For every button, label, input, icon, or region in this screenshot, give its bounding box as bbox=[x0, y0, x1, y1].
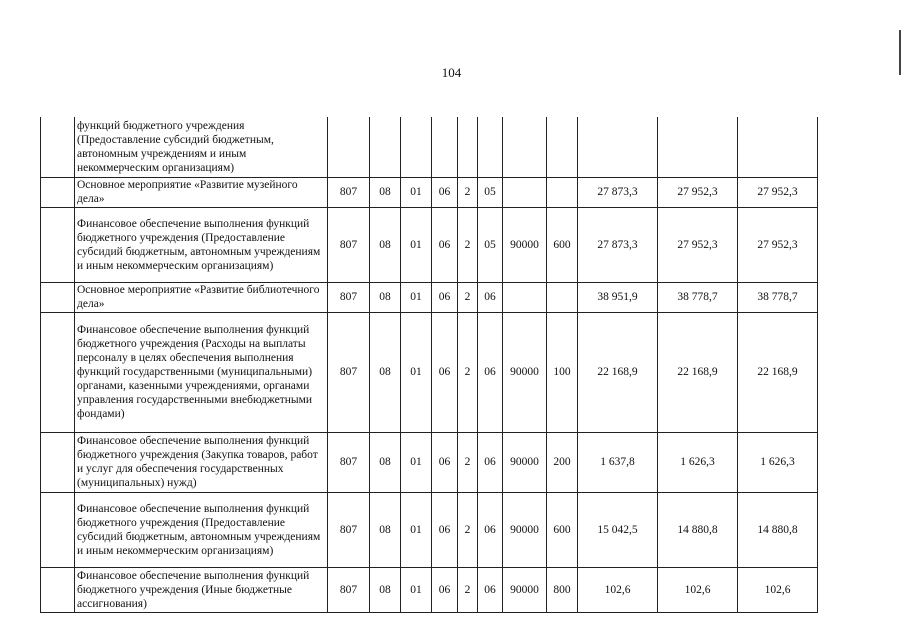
amount-year-3-cell: 102,6 bbox=[738, 567, 818, 612]
amount-year-1-cell: 1 637,8 bbox=[578, 432, 658, 492]
event-code-cell: 06 bbox=[478, 282, 503, 312]
subprogram-code-cell: 2 bbox=[458, 492, 478, 567]
expense-type-code-cell bbox=[547, 282, 578, 312]
ministry-code-cell: 807 bbox=[328, 492, 370, 567]
description-cell: Основное мероприятие «Развитие музейного дела» bbox=[75, 177, 328, 207]
subprogram-code-cell: 2 bbox=[458, 432, 478, 492]
event-code-cell bbox=[478, 117, 503, 177]
subprogram-code-cell: 2 bbox=[458, 282, 478, 312]
direction-code-cell bbox=[503, 177, 547, 207]
amount-year-2-cell: 22 168,9 bbox=[658, 312, 738, 432]
amount-year-3-cell: 27 952,3 bbox=[738, 207, 818, 282]
expense-type-code-cell: 600 bbox=[547, 207, 578, 282]
table-row bbox=[41, 312, 818, 432]
amount-year-1-cell: 15 042,5 bbox=[578, 492, 658, 567]
page-number: 104 bbox=[441, 65, 462, 80]
subprogram-code-cell: 2 bbox=[458, 567, 478, 612]
amount-year-1-cell: 27 873,3 bbox=[578, 177, 658, 207]
program-code-cell: 06 bbox=[432, 567, 458, 612]
expense-type-code-cell bbox=[547, 177, 578, 207]
table-row bbox=[41, 567, 818, 612]
subprogram-code-cell bbox=[458, 117, 478, 177]
section-code-cell: 08 bbox=[370, 567, 401, 612]
subsection-code-cell: 01 bbox=[401, 282, 432, 312]
amount-year-1-cell: 102,6 bbox=[578, 567, 658, 612]
section-code-cell: 08 bbox=[370, 177, 401, 207]
amount-year-1-cell bbox=[578, 117, 658, 177]
budget-table bbox=[40, 117, 818, 613]
ministry-code-cell: 807 bbox=[328, 312, 370, 432]
amount-year-3-cell: 38 778,7 bbox=[738, 282, 818, 312]
amount-year-2-cell: 27 952,3 bbox=[658, 207, 738, 282]
row-number-cell bbox=[41, 177, 75, 207]
description-cell: Финансовое обеспечение выполнения функций бюджетного учреждения (Расходы на выплаты персоналу в целях обеспечения выполнения функций государственными (муниципальными) органами, казенными учреждениями, органами управления государственными внебюджетными фондами) bbox=[75, 312, 328, 432]
ministry-code-cell: 807 bbox=[328, 282, 370, 312]
event-code-cell: 06 bbox=[478, 567, 503, 612]
amount-year-2-cell bbox=[658, 117, 738, 177]
amount-year-3-cell bbox=[738, 117, 818, 177]
table-row bbox=[41, 117, 818, 177]
amount-year-1-cell: 38 951,9 bbox=[578, 282, 658, 312]
event-code-cell: 06 bbox=[478, 312, 503, 432]
direction-code-cell: 90000 bbox=[503, 432, 547, 492]
ministry-code-cell: 807 bbox=[328, 567, 370, 612]
direction-code-cell bbox=[503, 117, 547, 177]
description-cell: Финансовое обеспечение выполнения функций бюджетного учреждения (Предоставление субсидий бюджетным, автономным учреждениям и иным некоммерческим организациям) bbox=[75, 492, 328, 567]
amount-year-2-cell: 14 880,8 bbox=[658, 492, 738, 567]
amount-year-3-cell: 22 168,9 bbox=[738, 312, 818, 432]
amount-year-1-cell: 27 873,3 bbox=[578, 207, 658, 282]
direction-code-cell: 90000 bbox=[503, 312, 547, 432]
program-code-cell: 06 bbox=[432, 312, 458, 432]
row-number-cell bbox=[41, 567, 75, 612]
table-row bbox=[41, 207, 818, 282]
amount-year-2-cell: 1 626,3 bbox=[658, 432, 738, 492]
expense-type-code-cell: 800 bbox=[547, 567, 578, 612]
direction-code-cell bbox=[503, 282, 547, 312]
row-number-cell bbox=[41, 432, 75, 492]
program-code-cell: 06 bbox=[432, 492, 458, 567]
subprogram-code-cell: 2 bbox=[458, 312, 478, 432]
table-row bbox=[41, 432, 818, 492]
direction-code-cell: 90000 bbox=[503, 567, 547, 612]
scan-edge-mark bbox=[899, 30, 901, 75]
direction-code-cell: 90000 bbox=[503, 492, 547, 567]
amount-year-3-cell: 14 880,8 bbox=[738, 492, 818, 567]
program-code-cell bbox=[432, 117, 458, 177]
program-code-cell: 06 bbox=[432, 207, 458, 282]
program-code-cell: 06 bbox=[432, 432, 458, 492]
row-number-cell bbox=[41, 282, 75, 312]
subsection-code-cell: 01 bbox=[401, 312, 432, 432]
amount-year-2-cell: 38 778,7 bbox=[658, 282, 738, 312]
section-code-cell: 08 bbox=[370, 207, 401, 282]
table-row bbox=[41, 177, 818, 207]
section-code-cell: 08 bbox=[370, 312, 401, 432]
amount-year-3-cell: 1 626,3 bbox=[738, 432, 818, 492]
event-code-cell: 05 bbox=[478, 207, 503, 282]
event-code-cell: 06 bbox=[478, 492, 503, 567]
subsection-code-cell: 01 bbox=[401, 207, 432, 282]
row-number-cell bbox=[41, 312, 75, 432]
expense-type-code-cell bbox=[547, 117, 578, 177]
description-cell: Основное мероприятие «Развитие библиотечного дела» bbox=[75, 282, 328, 312]
subprogram-code-cell: 2 bbox=[458, 177, 478, 207]
description-cell: Финансовое обеспечение выполнения функций бюджетного учреждения (Предоставление субсидий бюджетным, автономным учреждениям и иным некоммерческим организациям) bbox=[75, 207, 328, 282]
ministry-code-cell: 807 bbox=[328, 207, 370, 282]
subsection-code-cell: 01 bbox=[401, 432, 432, 492]
description-cell: функций бюджетного учреждения (Предоставление субсидий бюджетным, автономным учреждениям и иным некоммерческим организациям) bbox=[75, 117, 328, 177]
table-row bbox=[41, 282, 818, 312]
row-number-cell bbox=[41, 207, 75, 282]
description-cell: Финансовое обеспечение выполнения функций бюджетного учреждения (Закупка товаров, работ и услуг для обеспечения государственных (муниципальных) нужд) bbox=[75, 432, 328, 492]
amount-year-2-cell: 102,6 bbox=[658, 567, 738, 612]
table-body bbox=[41, 117, 818, 612]
expense-type-code-cell: 200 bbox=[547, 432, 578, 492]
subprogram-code-cell: 2 bbox=[458, 207, 478, 282]
subsection-code-cell: 01 bbox=[401, 177, 432, 207]
program-code-cell: 06 bbox=[432, 177, 458, 207]
event-code-cell: 05 bbox=[478, 177, 503, 207]
program-code-cell: 06 bbox=[432, 282, 458, 312]
event-code-cell: 06 bbox=[478, 432, 503, 492]
section-code-cell: 08 bbox=[370, 492, 401, 567]
amount-year-2-cell: 27 952,3 bbox=[658, 177, 738, 207]
description-cell: Финансовое обеспечение выполнения функций бюджетного учреждения (Иные бюджетные ассигнования) bbox=[75, 567, 328, 612]
section-code-cell: 08 bbox=[370, 432, 401, 492]
row-number-cell bbox=[41, 492, 75, 567]
expense-type-code-cell: 600 bbox=[547, 492, 578, 567]
subsection-code-cell bbox=[401, 117, 432, 177]
subsection-code-cell: 01 bbox=[401, 492, 432, 567]
amount-year-3-cell: 27 952,3 bbox=[738, 177, 818, 207]
ministry-code-cell: 807 bbox=[328, 177, 370, 207]
ministry-code-cell bbox=[328, 117, 370, 177]
table-row bbox=[41, 492, 818, 567]
amount-year-1-cell: 22 168,9 bbox=[578, 312, 658, 432]
section-code-cell: 08 bbox=[370, 282, 401, 312]
section-code-cell bbox=[370, 117, 401, 177]
ministry-code-cell: 807 bbox=[328, 432, 370, 492]
expense-type-code-cell: 100 bbox=[547, 312, 578, 432]
row-number-cell bbox=[41, 117, 75, 177]
direction-code-cell: 90000 bbox=[503, 207, 547, 282]
subsection-code-cell: 01 bbox=[401, 567, 432, 612]
